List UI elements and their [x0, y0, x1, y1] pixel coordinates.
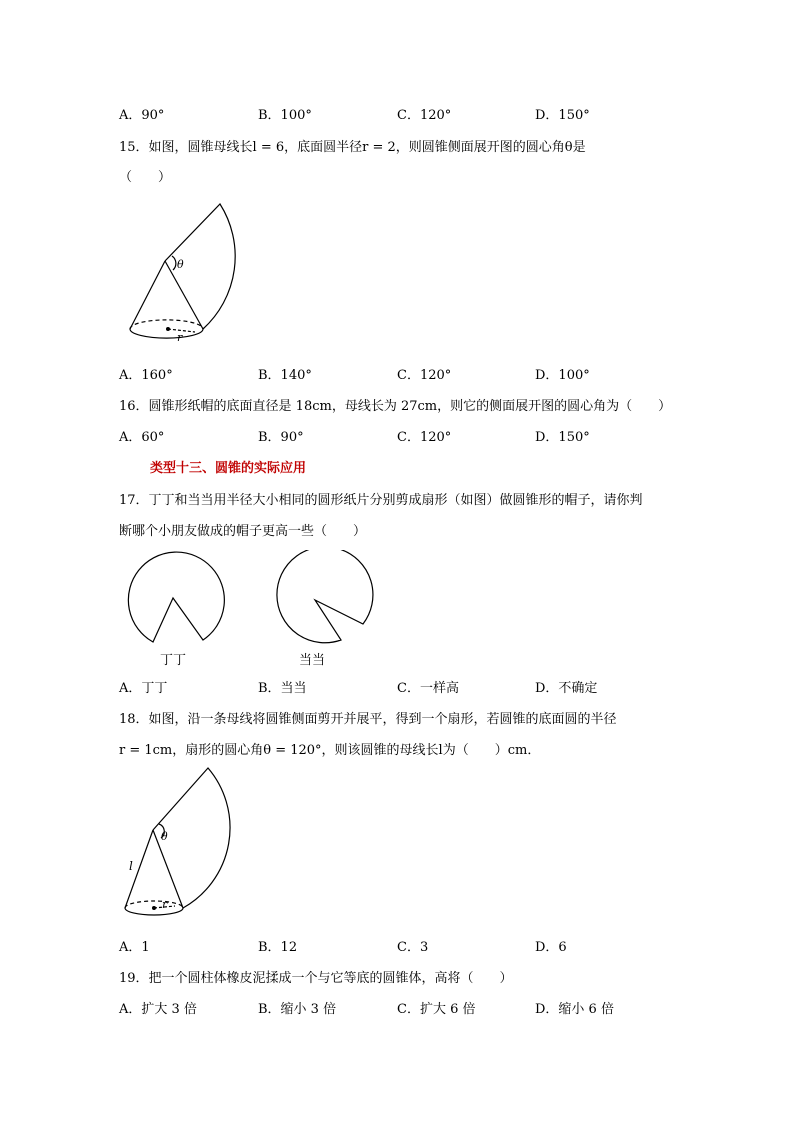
- q18-cone-right-side: [153, 830, 183, 908]
- q15-theta-label: θ: [177, 258, 184, 271]
- q17-stem-line1: 17．丁丁和当当用半径大小相同的圆形纸片分别剪成扇形（如图）做圆锥形的帽子，请你判: [119, 493, 643, 508]
- q15-angle-arc: [172, 256, 176, 270]
- q16-option-d[interactable]: D．150°: [535, 430, 590, 445]
- q19-option-d[interactable]: D．缩小 6 倍: [535, 1002, 614, 1017]
- q15-option-c[interactable]: C．120°: [397, 368, 452, 383]
- dingding-sector: [128, 552, 224, 642]
- q14-option-d[interactable]: D．150°: [535, 108, 590, 123]
- q19-stem: 19．把一个圆柱体橡皮泥揉成一个与它等底的圆锥体，高将（ ）: [119, 971, 513, 986]
- q15-base-back: [130, 320, 203, 329]
- q18-l-label: l: [129, 859, 133, 873]
- q18-cone-figure: [115, 762, 255, 922]
- q18-theta-label: θ: [161, 830, 168, 843]
- q15-cone-right-side: [165, 261, 203, 329]
- q15-cone-figure: [120, 196, 260, 346]
- q17-label-dangdang: 当当: [299, 653, 326, 668]
- q18-option-d[interactable]: D．6: [535, 940, 567, 955]
- q17-label-dingding: 丁丁: [160, 653, 187, 668]
- q16-stem: 16．圆锥形纸帽的底面直径是 18cm，母线长为 27cm，则它的侧面展开图的圆心角为（ ）: [119, 399, 672, 414]
- q15-stem: 15．如图，圆锥母线长l = 6，底面圆半径r = 2，则圆锥侧面展开图的圆心角θ是: [119, 140, 586, 155]
- q15-base-center: [166, 327, 170, 331]
- q18-base-center: [152, 906, 156, 910]
- q16-option-a[interactable]: A．60°: [119, 430, 165, 445]
- q18-stem-line1: 18．如图，沿一条母线将圆锥侧面剪开并展平，得到一个扇形，若圆锥的底面圆的半径: [119, 712, 617, 727]
- q17-sectors-figure: [120, 550, 380, 650]
- q15-cone-left-side: [130, 261, 165, 329]
- q14-option-a[interactable]: A．90°: [119, 108, 165, 123]
- q15-paren: （ ）: [119, 170, 172, 185]
- section-title: 类型十三、圆锥的实际应用: [150, 461, 307, 476]
- q14-option-b[interactable]: B．100°: [258, 108, 312, 123]
- q16-option-b[interactable]: B．90°: [258, 430, 304, 445]
- q19-option-b[interactable]: B．缩小 3 倍: [258, 1002, 337, 1017]
- q17-stem-line2: 断哪个小朋友做成的帽子更高一些（ ）: [119, 524, 367, 539]
- q15-base-front: [130, 329, 203, 338]
- q19-option-c[interactable]: C．扩大 6 倍: [397, 1002, 476, 1017]
- q17-option-b[interactable]: B．当当: [258, 681, 307, 696]
- q18-option-b[interactable]: B．12: [258, 940, 298, 955]
- q17-option-d[interactable]: D．不确定: [535, 681, 598, 696]
- q18-option-a[interactable]: A．1: [119, 940, 150, 955]
- q17-option-a[interactable]: A．丁丁: [119, 681, 168, 696]
- q15-r-label: r: [177, 331, 183, 344]
- q14-option-c[interactable]: C．120°: [397, 108, 452, 123]
- q18-stem-line2: r = 1cm，扇形的圆心角θ = 120°，则该圆锥的母线长l为（ ）cm．: [119, 743, 541, 758]
- q17-option-c[interactable]: C．一样高: [397, 681, 459, 696]
- q19-option-a[interactable]: A．扩大 3 倍: [119, 1002, 197, 1017]
- q18-r-label: r: [162, 898, 168, 911]
- q15-option-d[interactable]: D．100°: [535, 368, 590, 383]
- q18-option-c[interactable]: C．3: [397, 940, 429, 955]
- q15-option-a[interactable]: A．160°: [119, 368, 173, 383]
- dangdang-sector: [277, 550, 373, 643]
- q16-option-c[interactable]: C．120°: [397, 430, 452, 445]
- q15-option-b[interactable]: B．140°: [258, 368, 312, 383]
